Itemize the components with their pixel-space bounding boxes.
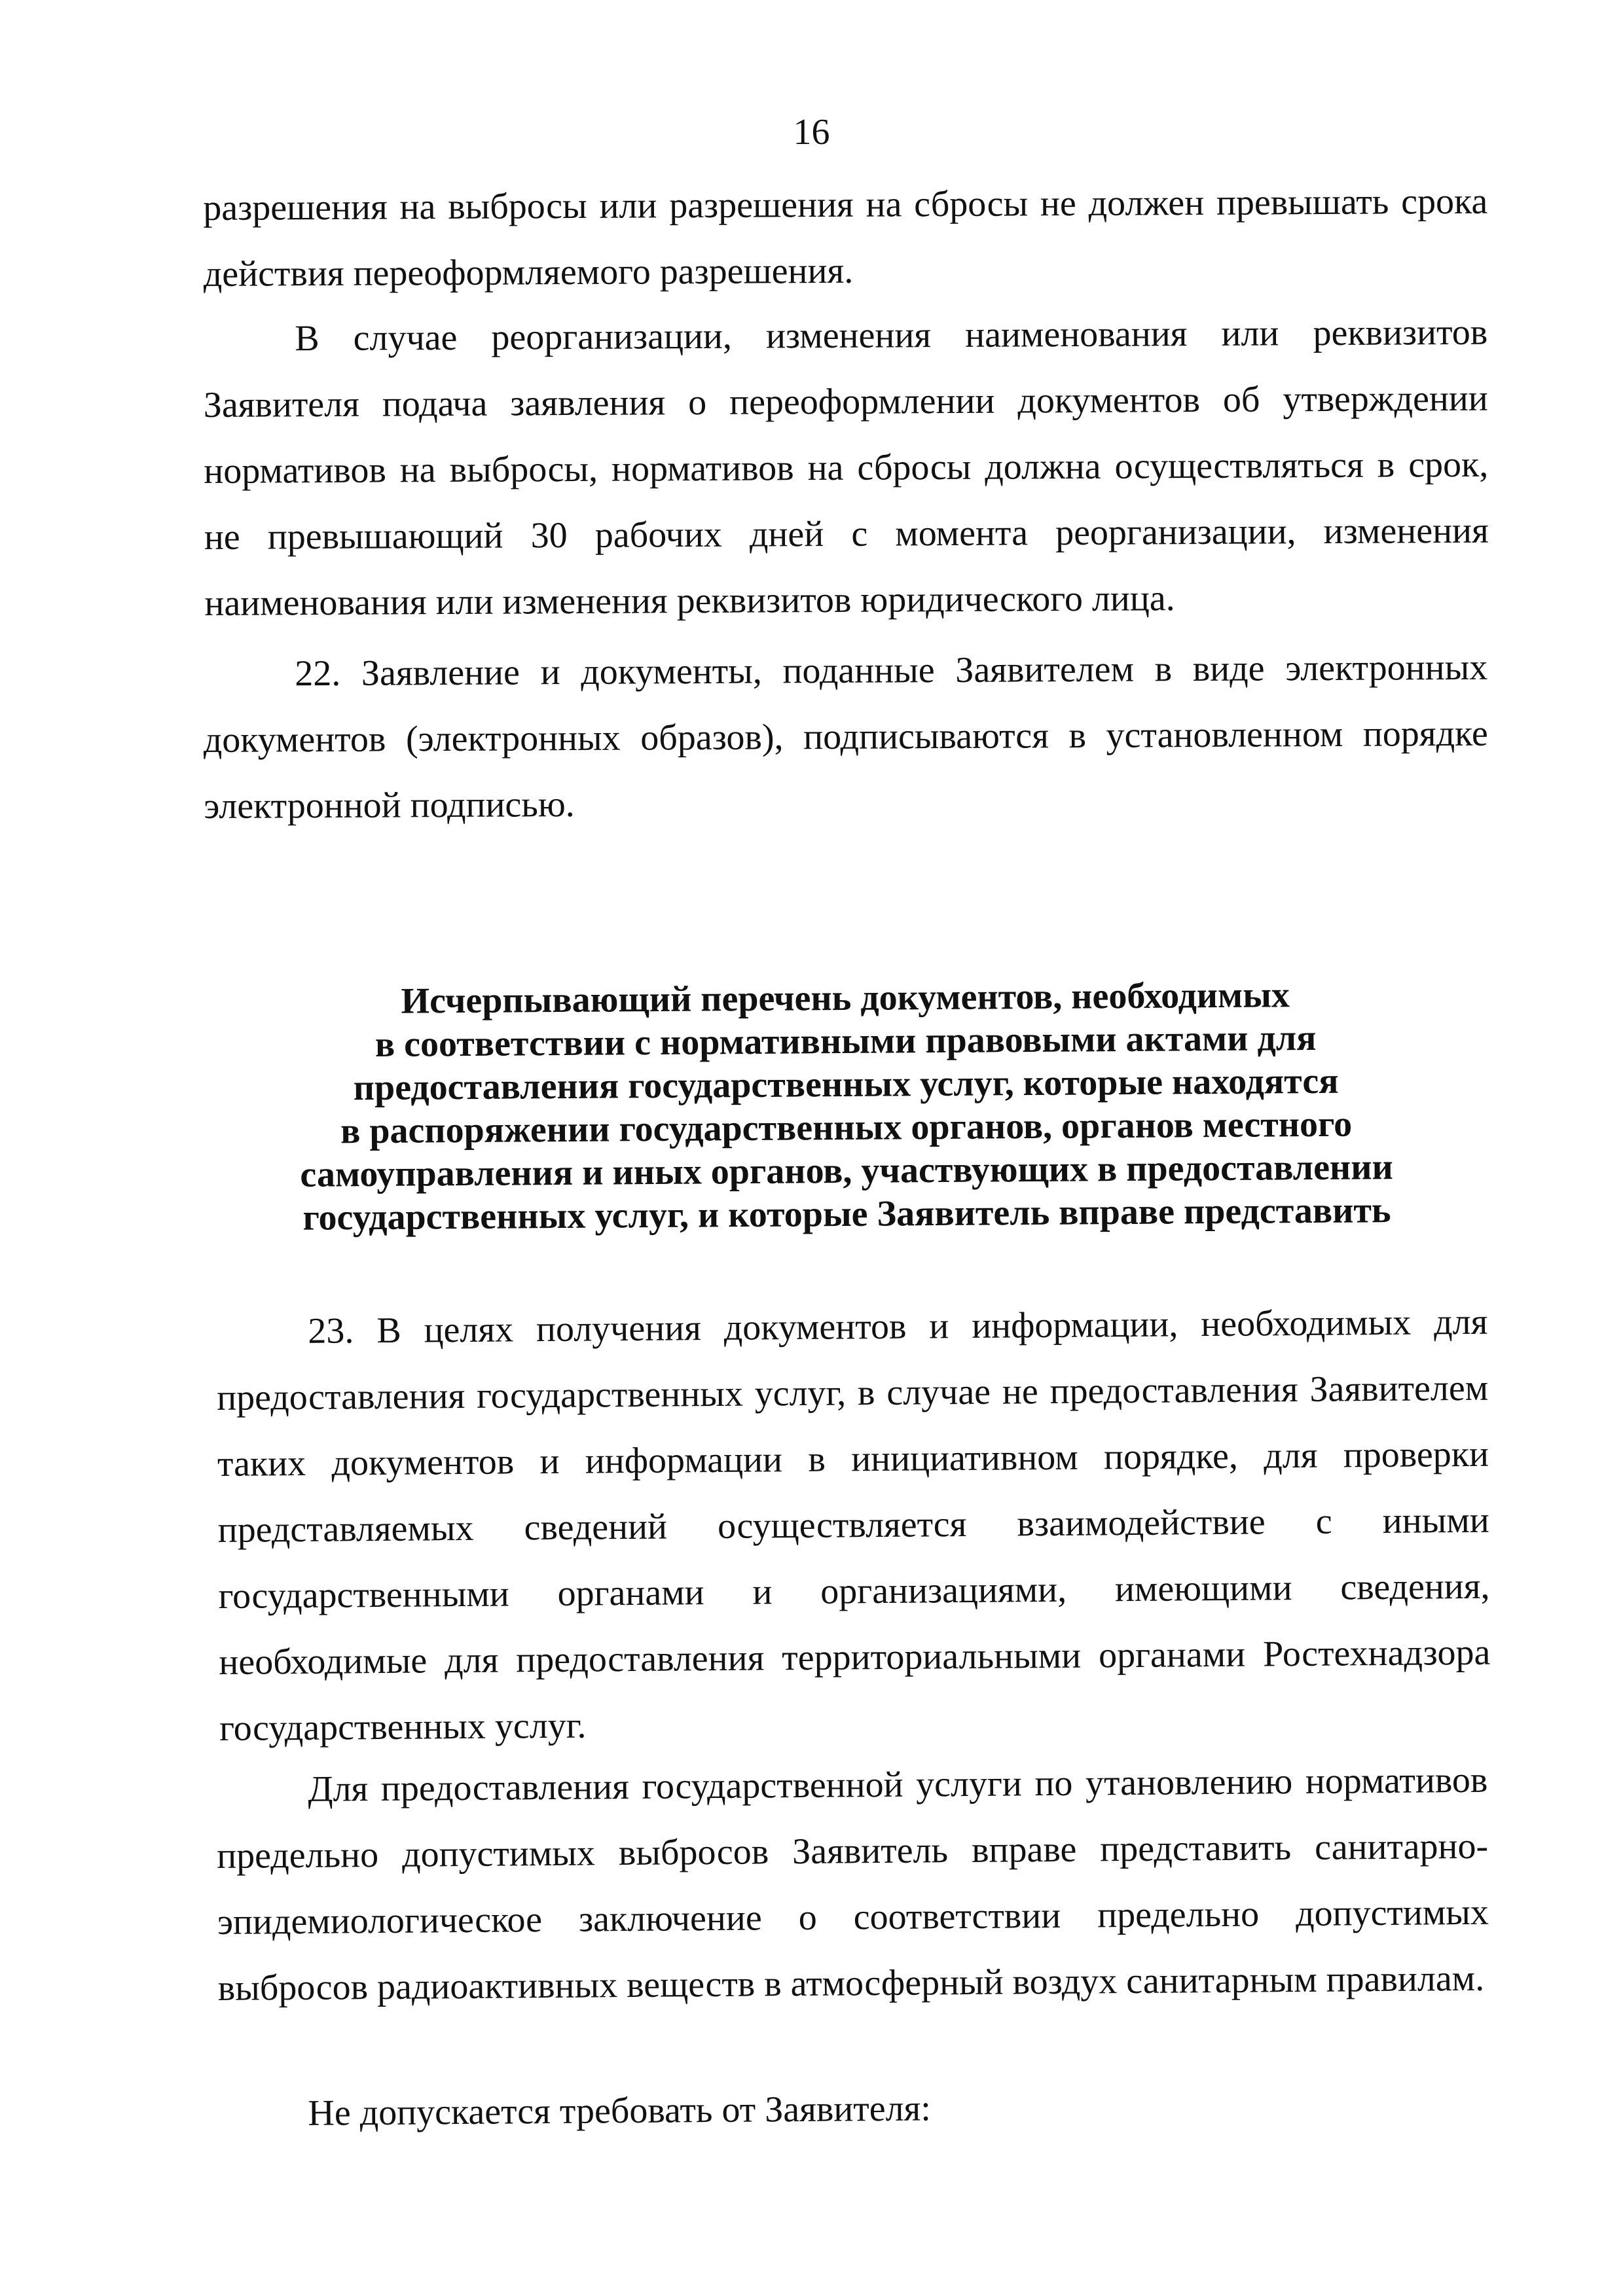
heading-line-1: Исчерпывающий перечень документов, необходимых	[401, 975, 1290, 1022]
paragraph-not-allowed: Не допускается требовать от Заявителя:	[308, 2088, 932, 2134]
paragraph-sanitary-conclusion: Для предоставления государственной услуги по утановлению нормативов предельно допустимых выбросов Заявитель вправе представить санитарно-эпидемиологическое заключение о соответствии предельно допустимых выбросов радиоактивных веществ в атмосферный воздух санитарным правилам.	[216, 1759, 1489, 2009]
paragraph-22: 22. Заявление и документы, поданные Заявителем в виде электронных документов (электронных образов), подписываются в установленном порядке электронной подписью.	[203, 647, 1488, 827]
section-heading	[216, 972, 1476, 1240]
heading-line-3: предоставления государственных услуг, которые находятся	[353, 1060, 1339, 1109]
paragraph-reorganization: В случае реорганизации, изменения наименования или реквизитов Заявителя подача заявления о переоформлении документов об утверждении нормативов на выбросы, нормативов на сбросы должна осуществляться в срок, не превышающий 30 рабочих дней с момента реорганизации, изменения наименования или изменения реквизитов юридического лица.	[203, 312, 1489, 624]
paragraph-continuation: разрешения на выбросы или разрешения на сбросы не должен превышать срока действия переоформляемого разрешения.	[203, 181, 1488, 295]
heading-line-6: государственных услуг, и которые Заявитель вправе представить	[302, 1190, 1391, 1238]
paragraph-23: 23. В целях получения документов и информации, необходимых для предоставления государственных услуг, в случае не предоставления Заявителем таких документов и информации в инициативном порядке, для проверки представляемых сведений осуществляется взаимодействие с иными государственными органами и организациями, имеющими сведения, необходимые для предоставления территориальными органами Ростехнадзора государственных услуг.	[216, 1301, 1491, 1749]
heading-line-4: в распоряжении государственных органов, органов местного	[340, 1103, 1353, 1152]
page-number: 16	[793, 112, 830, 152]
heading-line-5: самоуправления и иных органов, участвующих в предоставлении	[300, 1147, 1393, 1195]
heading-line-2: в соответствии с нормативными правовыми актами для	[374, 1017, 1317, 1066]
